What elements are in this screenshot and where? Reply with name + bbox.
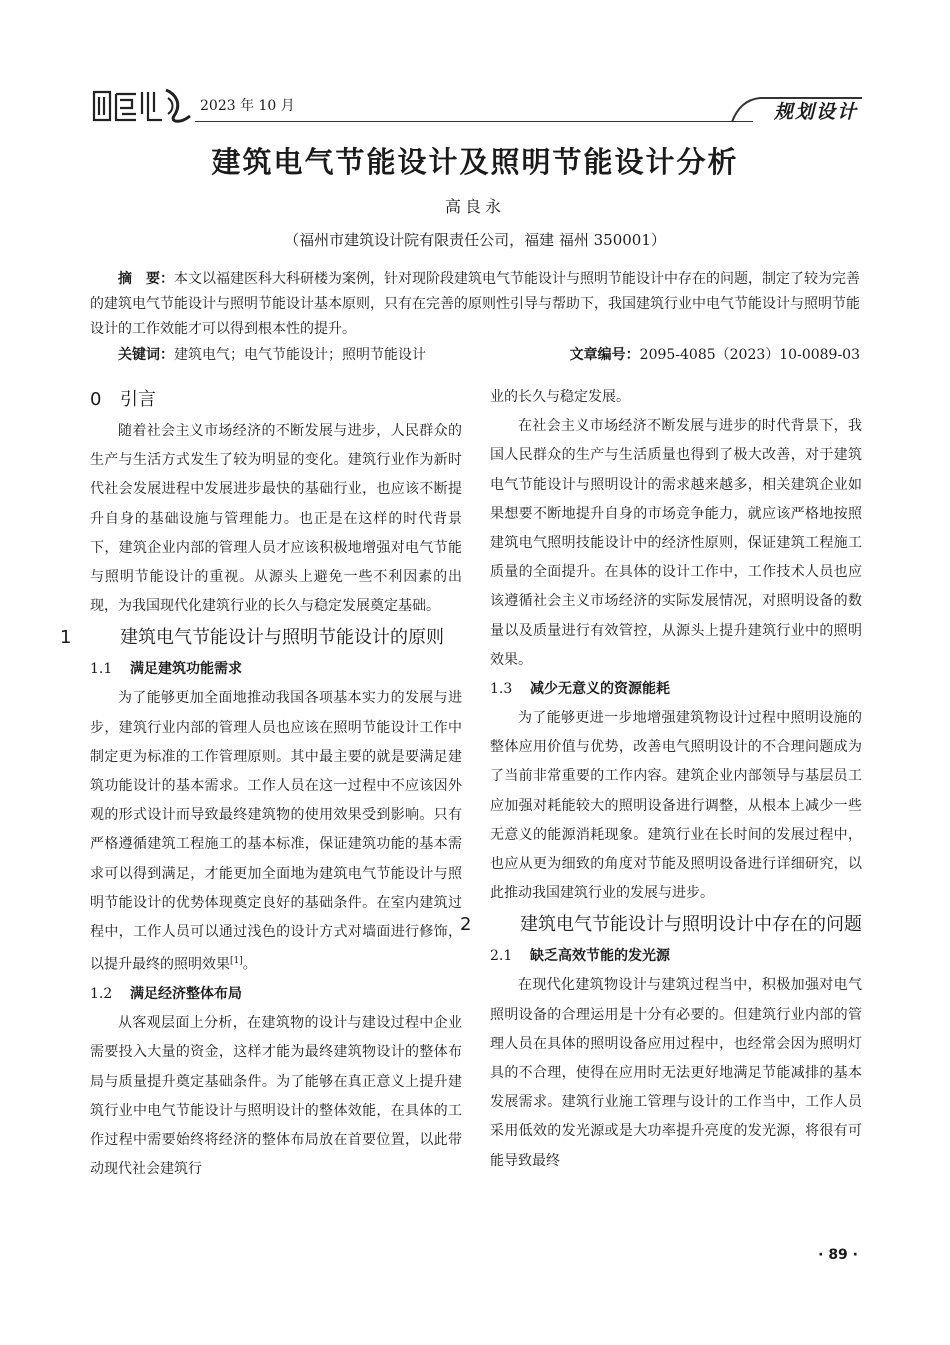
paragraph: 在社会主义市场经济不断发展与进步的时代背景下，我国人民群众的生产与生活质量也得到了极大改善，对于建筑电气节能设计与照明设计的需求越来越多，相关建筑企业如果想要不断地提升自身的市场竞争能力，就应该严格地按照建筑电气照明技能设计中的经济性原则，保证建筑工程施工质量的全面提升。在具体的设计工作中，工作技术人员也应该遵循社会主义市场经济的实际发展情况，对照明设备的数量以及质量进行有效管控，从源头上提升建筑行业中的照明效果。 [490, 418, 862, 668]
section-heading: 0 引言 [90, 389, 156, 410]
article-number-label: 文章编号： [569, 347, 640, 363]
abstract-text: 本文以福建医科大科研楼为案例，针对现阶段建筑电气节能设计与照明节能设计中存在的问题，制定了较为完善的建筑电气节能设计与照明节能设计基本原则，只有在完善的原则性引导与帮助下，我国建筑行业中电气节能设计与照明节能设计的工作效能才可以得到根本性的提升。 [90, 271, 860, 337]
citation-ref[interactable]: [1] [230, 956, 243, 967]
paragraph: 业的长久与稳定发展。 [490, 389, 630, 405]
abstract-label: 摘 要： [118, 271, 174, 287]
section-heading: 1 建筑电气节能设计与照明节能设计的原则 [60, 627, 444, 649]
article-number [570, 344, 860, 364]
article-title: 建筑电气节能设计及照明节能设计分析 [211, 145, 739, 179]
paragraph: 在现代化建筑物设计与建筑过程当中，积极加强对电气照明设备的合理运用是十分有必要的。但建筑行业内部的管理人员在具体的照明设备应用过程中，也经常会因为照明灯具的不合理，使得在应用时无法更好地满足节能减排的基本发展需求。建筑行业施工管理与设计的工作当中，工作人员采用低效的发光源或是大功率提升亮度的发光源，将很有可能导致最终 [490, 977, 862, 1169]
paragraph: 从客观层面上分析，在建筑物的设计与建设过程中企业需要投入大量的资金，这样才能为最终建筑物设计的整体布局与质量提升奠定基础条件。为了能够在真正意义上提升建筑行业中电气节能设计与照明设计的整体效能，在具体的工作过程中需要始终将经济的整体布局放在首要位置，以此带动现代社会建筑行 [90, 1015, 462, 1178]
keywords [118, 344, 426, 364]
paragraph: 随着社会主义市场经济的不断发展与进步，人民群众的生产与生活方式发生了较为明显的变化。建筑行业作为新时代社会发展进程中发展进步最快的基础行业，也应该不断提升自身的基础设施与管理能力。也正是在这样的时代背景下，建筑企业内部的管理人员才应该积极地增强对电气节能与照明节能设计的重视。从源头上避免一些不利因素的出现，为我国现代化建筑行业的长久与稳定发展奠定基础。 [90, 423, 462, 615]
issue-date: 2023 年 10 月 [200, 98, 295, 114]
subsection-heading: 2.1 缺乏高效节能的发光源 [490, 948, 670, 965]
journal-logo-icon [90, 86, 194, 126]
section-heading: 2 建筑电气节能设计与照明设计中存在的问题 [460, 914, 862, 936]
page-number: · 89 · [818, 1247, 858, 1263]
keywords-text: 建筑电气；电气节能设计；照明节能设计 [174, 347, 426, 363]
article-number-value: 2095-4085（2023）10-0089-03 [639, 347, 860, 363]
article-affiliation: （福州市建筑设计院有限责任公司，福建 福州 350001） [284, 231, 666, 249]
left-column [60, 383, 462, 1184]
article-author: 高良永 [444, 197, 505, 216]
subsection-heading: 1.1 满足建筑功能需求 [90, 661, 242, 678]
section-tag: 规划设计 [773, 101, 858, 123]
header-rule [195, 121, 753, 122]
subsection-heading: 1.3 减少无意义的资源能耗 [490, 681, 670, 698]
paragraph: 为了能够更加全面地推动我国各项基本实力的发展与进步，建筑行业内部的管理人员也应该在照明节能设计工作中制定更为标准的工作管理原则。其中最主要的就是要满足建筑功能设计的基本需求。工作人员在这一过程中不应该因外观的形式设计而导致最终建筑物的使用效果受到影响。只有严格遵循建筑工程施工的基本标准，保证建筑功能的基本需求可以得到满足，才能更加全面地为建筑电气节能设计与照明节能设计的优势体现奠定良好的基础条件。在室内建筑过程中，工作人员可以通过浅色的设计方式对墙面进行修饰，以提升最终的照明效果[1]。 [90, 690, 462, 973]
paragraph: 为了能够更进一步地增强建筑物设计过程中照明设施的整体应用价值与优势，改善电气照明设计的不合理问题成为了当前非常重要的工作内容。建筑企业内部领导与基层员工应加强对耗能较大的照明设备进行调整，从根本上减少一些无意义的能源消耗现象。建筑行业在长时间的发展过程中，也应从更为细致的角度对节能及照明设备进行详细研究，以此推动我国建筑行业的发展与进步。 [490, 710, 862, 902]
abstract [90, 267, 860, 342]
subsection-heading: 1.2 满足经济整体布局 [90, 986, 242, 1003]
keywords-label: 关键词： [118, 347, 174, 363]
right-column [460, 383, 862, 1176]
